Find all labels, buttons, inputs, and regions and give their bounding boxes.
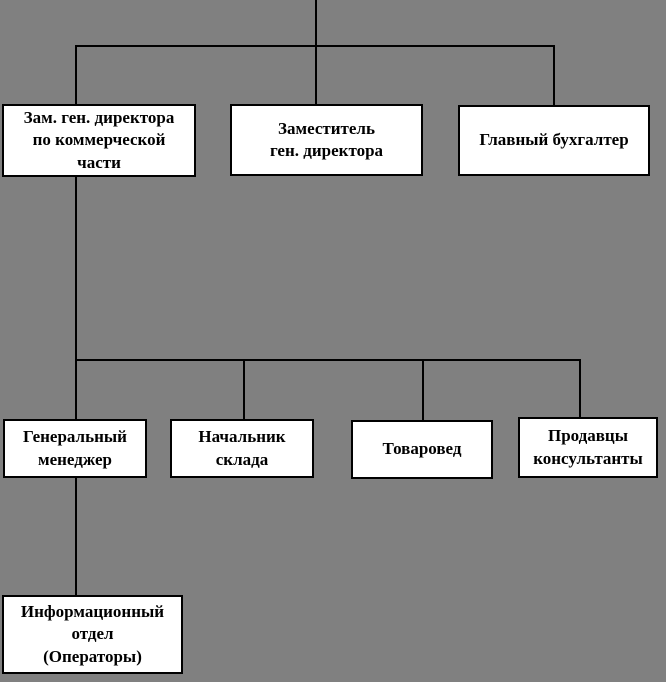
org-box-label-line: Главный бухгалтер (479, 130, 629, 150)
org-box-label-line: Информационный (20, 602, 165, 622)
org-box-label-line: менеджер (38, 449, 112, 469)
connector-top-horizontal (75, 45, 555, 47)
connector-drop-chief-accountant (553, 45, 555, 105)
org-box-label-line: части (77, 152, 121, 172)
org-box-information-department (2, 595, 183, 674)
org-box-label-line: Зам. ген. директора (23, 108, 175, 128)
org-box-label-line: отдел (71, 624, 114, 644)
org-box-label-line: склада (215, 449, 269, 469)
org-box-label-line: Заместитель (278, 118, 375, 138)
org-box-warehouse-head (170, 419, 314, 478)
org-box-label-line: консультанты (533, 448, 643, 468)
org-box-merchandiser (351, 420, 493, 479)
org-box-chief-accountant (458, 105, 650, 176)
org-box-label-line: по коммерческой (32, 130, 166, 150)
connector-drop-merchandiser (422, 359, 424, 420)
connector-mid-vertical (75, 177, 77, 419)
org-box-deputy-director-commercial (2, 104, 196, 177)
org-box-label-line: Генеральный (23, 427, 127, 447)
org-box-label-line: Продавцы (547, 426, 629, 446)
org-box-label-line: (Операторы) (43, 646, 142, 666)
connector-drop-warehouse-head (243, 359, 245, 419)
connector-mid-horizontal (75, 359, 581, 361)
connector-drop-deputy-commercial (75, 45, 77, 104)
connector-drop-sales-consultants (579, 359, 581, 417)
connector-root-vertical (315, 0, 317, 104)
org-box-label-line: ген. директора (269, 141, 384, 160)
org-box-deputy-general-director (230, 104, 423, 176)
org-box-general-manager (3, 419, 147, 478)
org-box-label-line: Начальник (198, 427, 286, 447)
org-box-label-line: Товаровед (382, 439, 462, 459)
connector-drop-information-dept (75, 478, 77, 595)
org-box-sales-consultants (518, 417, 658, 478)
